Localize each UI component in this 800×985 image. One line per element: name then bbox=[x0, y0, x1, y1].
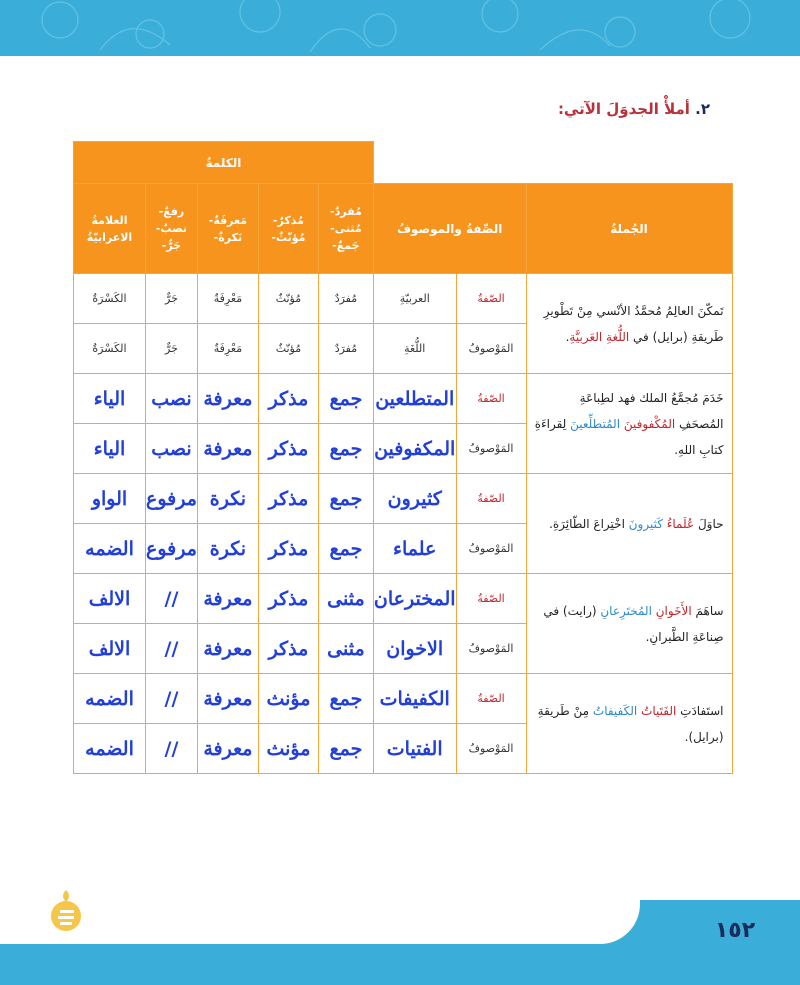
case-cell: جَرٌّ bbox=[146, 324, 198, 374]
header-spacer bbox=[373, 142, 732, 184]
header-number: -مُفردٌ -مُثنى -جَمعٌ bbox=[318, 184, 373, 274]
hw-number: مثنى bbox=[318, 574, 373, 624]
header-word: الكلمةُ bbox=[74, 142, 374, 184]
hw-definiteness: معرفة bbox=[197, 674, 258, 724]
hw-case: نصب bbox=[146, 424, 198, 474]
header-definiteness: -مَعرفَةٌ -نَكرةٌ bbox=[197, 184, 258, 274]
hw-word: المتطلعين bbox=[373, 374, 456, 424]
sentence-1: تَمكّنَ العالِمُ مُحمَّدُ الأنْسي مِنْ تَطْويرِ طَريقةِ (برايل) في اللُّغةِ العَربيَّةِ. bbox=[526, 274, 732, 374]
label-sifa: الصّفةُ bbox=[456, 474, 526, 524]
hw-sign: الضمه bbox=[74, 724, 146, 774]
hw-word: المخترعان bbox=[373, 574, 456, 624]
sign-cell: الكَسْرَةُ bbox=[74, 274, 146, 324]
word-cell: اللُّغَةِ bbox=[373, 324, 456, 374]
header-gender: -مُذكرٌ -مُؤنّثٌ bbox=[258, 184, 318, 274]
hw-gender: مؤنث bbox=[258, 674, 318, 724]
label-mawsuf: المَوْصوفُ bbox=[456, 724, 526, 774]
question-text: أملأْ الجدوَلَ الآتي: bbox=[557, 100, 690, 118]
label-sifa: الصّفةُ bbox=[456, 574, 526, 624]
hw-number: جمع bbox=[318, 524, 373, 574]
gender-cell: مُؤنّثٌ bbox=[258, 324, 318, 374]
hw-case: نصب bbox=[146, 374, 198, 424]
hw-sign: الياء bbox=[74, 424, 146, 474]
hw-number: جمع bbox=[318, 724, 373, 774]
hw-case: // bbox=[146, 624, 198, 674]
sentence-4: ساهَمَ الأَخَوانِ المُختَرِعانِ (رايت) في صِناعَةِ الطَّيرانِ. bbox=[526, 574, 732, 674]
bottom-band-tab bbox=[0, 900, 640, 944]
hw-definiteness: نكرة bbox=[197, 524, 258, 574]
hw-word: الكفيفات bbox=[373, 674, 456, 724]
hw-definiteness: معرفة bbox=[197, 374, 258, 424]
gender-cell: مُؤنّثٌ bbox=[258, 274, 318, 324]
hw-definiteness: معرفة bbox=[197, 624, 258, 674]
hw-sign: الياء bbox=[74, 374, 146, 424]
hw-case: // bbox=[146, 574, 198, 624]
hw-definiteness: معرفة bbox=[197, 424, 258, 474]
hw-definiteness: معرفة bbox=[197, 574, 258, 624]
hw-word: علماء bbox=[373, 524, 456, 574]
hw-number: مثنى bbox=[318, 624, 373, 674]
question-heading bbox=[300, 100, 710, 118]
label-sifa: الصّفةُ bbox=[456, 374, 526, 424]
sentence-5: استَفادَتِ الفَتَياتُ الكَفيفاتُ مِنْ طَريقةِ (برايل). bbox=[526, 674, 732, 774]
hw-case: // bbox=[146, 674, 198, 724]
hw-number: جمع bbox=[318, 374, 373, 424]
answer-table bbox=[73, 141, 733, 774]
hw-number: جمع bbox=[318, 474, 373, 524]
hw-word: كثيرون bbox=[373, 474, 456, 524]
label-mawsuf: المَوْصوفُ bbox=[456, 424, 526, 474]
bottom-band bbox=[0, 900, 800, 985]
case-cell: جَرٌّ bbox=[146, 274, 198, 324]
header-sentence: الجُملةُ bbox=[526, 184, 732, 274]
publisher-logo-icon bbox=[46, 886, 86, 936]
hw-case: مرفوع bbox=[146, 524, 198, 574]
number-cell: مُفرَدٌ bbox=[318, 324, 373, 374]
sign-cell: الكَسْرَةُ bbox=[74, 324, 146, 374]
hw-word: الاخوان bbox=[373, 624, 456, 674]
hw-gender: مذكر bbox=[258, 624, 318, 674]
hw-gender: مذكر bbox=[258, 374, 318, 424]
label-mawsuf: المَوْصوفُ bbox=[456, 324, 526, 374]
page-number: ١٥٢ bbox=[714, 918, 756, 943]
sentence-3: حاوَلَ عُلَماءُ كَثيرونَ اخْتِراعَ الطّائِرَةِ. bbox=[526, 474, 732, 574]
hw-gender: مؤنث bbox=[258, 724, 318, 774]
label-sifa: الصّفةُ bbox=[456, 674, 526, 724]
word-cell: العربيّةِ bbox=[373, 274, 456, 324]
label-mawsuf: المَوْصوفُ bbox=[456, 524, 526, 574]
definiteness-cell: مَعْرِفَةٌ bbox=[197, 274, 258, 324]
hw-case: // bbox=[146, 724, 198, 774]
number-cell: مُفرَدٌ bbox=[318, 274, 373, 324]
header-sign: العلامةُ الاعرابيّةُ bbox=[74, 184, 146, 274]
hw-word: المكفوفين bbox=[373, 424, 456, 474]
top-decorative-band bbox=[0, 0, 800, 56]
header-case: -رفعٌ -نصبٌ -جَرٌّ bbox=[146, 184, 198, 274]
definiteness-cell: مَعْرِفَةٌ bbox=[197, 324, 258, 374]
pattern-decoration bbox=[0, 0, 800, 56]
sentence-2: خَدَمَ مُجمَّعُ الملك فهد لطِباعَةِ المُصحَفِ المُكْفوفينَ المُتطلِّعينَ لِقراءَةِ كتابِ اللهِ. bbox=[526, 374, 732, 474]
hw-sign: الالف bbox=[74, 574, 146, 624]
hw-word: الفتيات bbox=[373, 724, 456, 774]
hw-definiteness: معرفة bbox=[197, 724, 258, 774]
hw-case: مرفوع bbox=[146, 474, 198, 524]
hw-number: جمع bbox=[318, 674, 373, 724]
hw-sign: الواو bbox=[74, 474, 146, 524]
hw-gender: مذكر bbox=[258, 424, 318, 474]
hw-gender: مذكر bbox=[258, 574, 318, 624]
label-mawsuf: المَوْصوفُ bbox=[456, 624, 526, 674]
hw-number: جمع bbox=[318, 424, 373, 474]
hw-definiteness: نكرة bbox=[197, 474, 258, 524]
label-sifa: الصّفةُ bbox=[456, 274, 526, 324]
question-number: ٢. bbox=[695, 100, 710, 118]
hw-gender: مذكر bbox=[258, 474, 318, 524]
hw-gender: مذكر bbox=[258, 524, 318, 574]
hw-sign: الضمه bbox=[74, 674, 146, 724]
hw-sign: الضمه bbox=[74, 524, 146, 574]
header-adj-noun: الصِّفةُ والموصوفُ bbox=[373, 184, 526, 274]
hw-sign: الالف bbox=[74, 624, 146, 674]
